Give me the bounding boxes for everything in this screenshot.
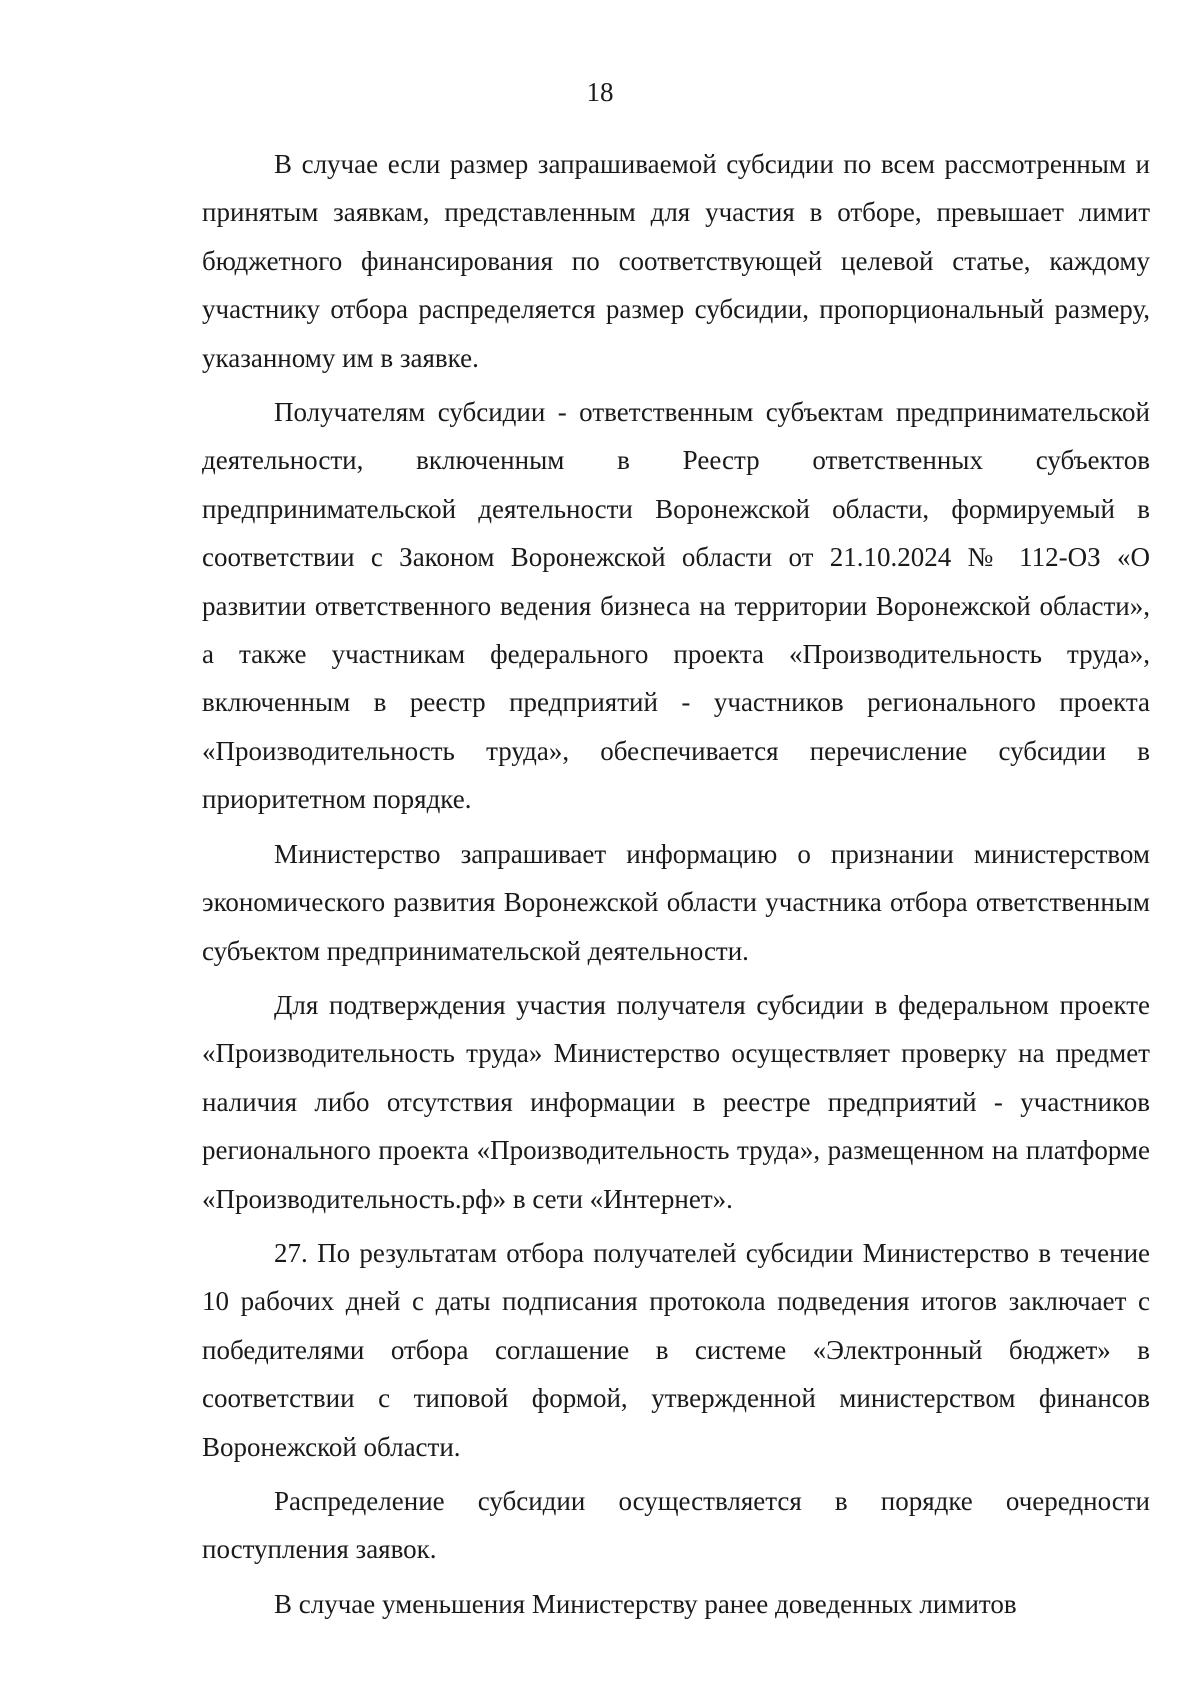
- paragraph-priority-recipients: Получателям субсидии - ответственным субъектам предпринимательской деятельности, включенным в Реестр ответственных субъектов предпринимательской деятельности Воронежской области, формируемый в соответствии с Законом Воронежской области от 21.10.2024 № 112-ОЗ «О развитии ответственного ведения бизнеса на территории Воронежской области», а также участникам федерального проекта «Производительность труда», включенным в реестр предприятий - участников регионального проекта «Производительность труда», обеспечивается перечисление субсидии в приоритетном порядке.: [202, 397, 1150, 815]
- paragraph-subsidy-proportional: В случае если размер запрашиваемой субсидии по всем рассмотренным и принятым заявкам, представленным для участия в отборе, превышает лимит бюджетного финансирования по соответствующей целевой статье, каждому участнику отбора распределяется размер субсидии, пропорциональный размеру, указанному им в заявке.: [202, 149, 1150, 373]
- paragraph-item-27: 27. По результатам отбора получателей субсидии Министерство в течение 10 рабочих дней с даты подписания протокола подведения итогов заключает с победителями отбора соглашение в системе «Электронный бюджет» в соответствии с типовой формой, утвержденной министерством финансов Воронежской области.: [202, 1237, 1150, 1462]
- page-number: 18: [586, 77, 614, 107]
- paragraph-limits-reduction: В случае уменьшения Министерству ранее доведенных лимитов: [274, 1588, 1017, 1619]
- paragraph-distribution-order: Распределение субсидии осуществляется в порядке очередности поступления заявок.: [202, 1485, 1150, 1565]
- paragraph-participation-check: Для подтверждения участия получателя субсидии в федеральном проекте «Производительность труда» Министерство осуществляет проверку на предмет наличия либо отсутствия информации в реестре предприятий - участников регионального проекта «Производительность труда», размещенном на платформе «Производительность.рф» в сети «Интернет».: [202, 989, 1150, 1214]
- paragraph-ministry-request: Министерство запрашивает информацию о признании министерством экономического развития Воронежской области участника отбора ответственным субъектом предпринимательской деятельности.: [202, 838, 1150, 966]
- document-body: [202, 140, 1150, 1628]
